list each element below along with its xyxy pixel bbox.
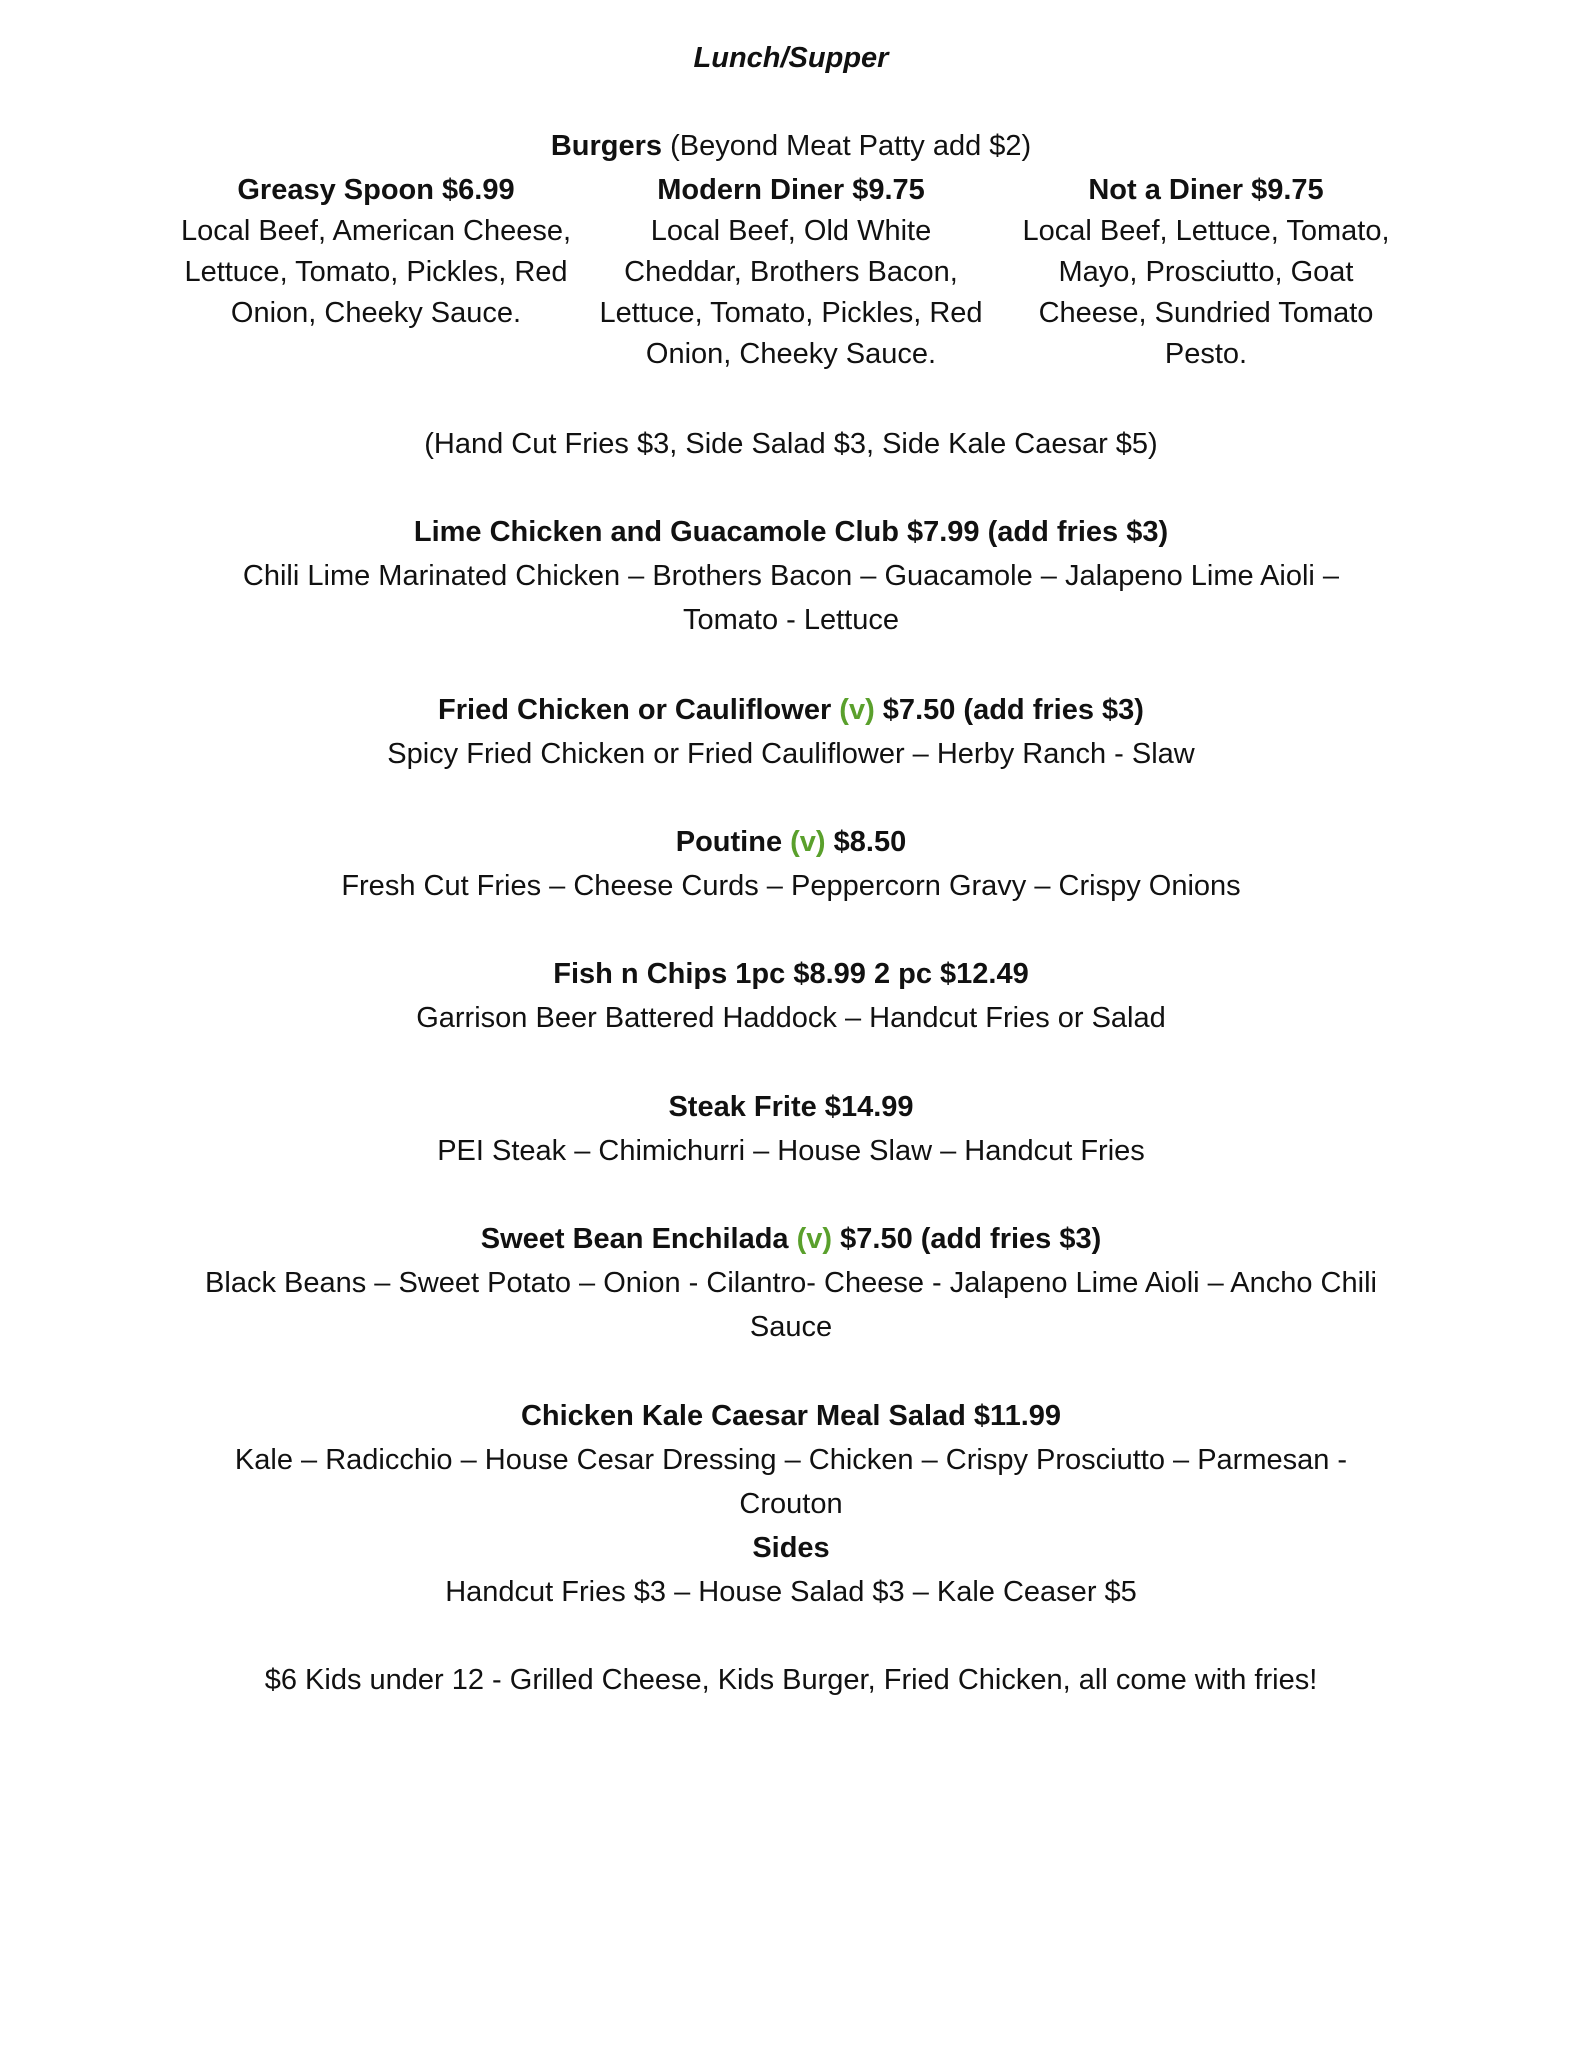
menu-item-fried-chicken [0,688,1582,776]
menu-item-desc: Garrison Beer Battered Haddock – Handcut Fries or Salad [416,1002,1166,1034]
sides-section [0,1526,1582,1614]
menu-item-title: Sweet Bean Enchilada (v) $7.50 (add fries $3) [480,1223,1102,1255]
menu-item-kale-caesar-salad [0,1394,1582,1526]
kids-menu-note: $6 Kids under 12 - Grilled Cheese, Kids Burger, Fried Chicken, all come with fries! [264,1664,1318,1696]
burger-desc: Local Beef, Old White Cheddar, Brothers Bacon, Lettuce, Tomato, Pickles, Red Onion, Cheeky Sauce. [599,215,983,370]
menu-item-desc: Black Beans – Sweet Potato – Onion - Cilantro- Cheese - Jalapeno Lime Aioli – Ancho Chili Sauce [205,1267,1377,1343]
burger-item [1006,170,1406,375]
burger-name: Greasy Spoon $6.99 [237,174,515,206]
menu-item-fish-n-chips [0,952,1582,1040]
burgers-heading: Burgers [550,130,663,162]
burgers-note: (Beyond Meat Patty add $2) [670,130,1032,162]
menu-item-title: Steak Frite $14.99 [668,1091,914,1123]
menu-item-enchilada [0,1217,1582,1349]
menu-item-steak-frite [0,1085,1582,1173]
sides-list: Handcut Fries $3 – House Salad $3 – Kale Ceaser $5 [445,1576,1137,1608]
vegetarian-marker: (v) [790,826,826,858]
burger-desc: Local Beef, Lettuce, Tomato, Mayo, Prosciutto, Goat Cheese, Sundried Tomato Pesto. [1022,215,1390,370]
menu-item-title: Fish n Chips 1pc $8.99 2 pc $12.49 [553,958,1029,990]
menu-item-lime-chicken [0,510,1582,642]
burgers-heading-line [0,124,1582,168]
menu-item-desc: Fresh Cut Fries – Cheese Curds – Peppercorn Gravy – Crispy Onions [341,870,1241,902]
burger-item [176,170,576,375]
burger-sides-note: (Hand Cut Fries $3, Side Salad $3, Side Kale Caesar $5) [424,428,1158,460]
sides-heading: Sides [752,1532,830,1564]
burger-name: Not a Diner $9.75 [1088,174,1324,206]
vegetarian-marker: (v) [796,1223,833,1255]
menu-title: Lunch/Supper [693,42,889,74]
menu-item-poutine [0,820,1582,908]
menu-item-desc: Kale – Radicchio – House Cesar Dressing – Chicken – Crispy Prosciutto – Parmesan - Crouton [234,1444,1348,1520]
menu-item-desc: Chili Lime Marinated Chicken – Brothers Bacon – Guacamole – Jalapeno Lime Aioli – Tomato - Lettuce [242,560,1340,636]
burger-desc: Local Beef, American Cheese, Lettuce, Tomato, Pickles, Red Onion, Cheeky Sauce. [180,215,572,329]
vegetarian-marker: (v) [839,694,875,726]
menu-item-desc: Spicy Fried Chicken or Fried Cauliflower – Herby Ranch - Slaw [387,738,1195,770]
burger-item [591,170,991,375]
menu-item-title: Fried Chicken or Cauliflower (v) $7.50 (add fries $3) [438,694,1144,726]
menu-item-title: Chicken Kale Caesar Meal Salad $11.99 [520,1400,1062,1432]
burger-columns [176,170,1406,375]
menu-item-desc: PEI Steak – Chimichurri – House Slaw – Handcut Fries [437,1135,1145,1167]
menu-item-title: Poutine (v) $8.50 [675,826,907,858]
burger-name: Modern Diner $9.75 [657,174,925,206]
menu-item-title: Lime Chicken and Guacamole Club $7.99 (add fries $3) [413,516,1169,548]
